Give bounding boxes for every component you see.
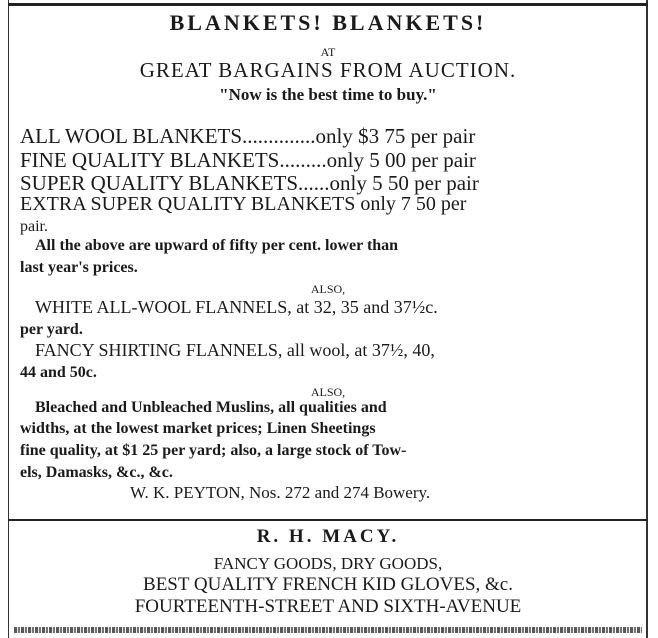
next-ad-text-fragment <box>14 627 642 633</box>
flannels-line: per yard. <box>20 321 83 338</box>
item-line: FINE QUALITY BLANKETS.........only 5 00 per pair <box>20 148 476 172</box>
ad-slogan: "Now is the best time to buy." <box>219 85 437 104</box>
ad-line: FOURTEENTH-STREET AND SIXTH-AVENUE <box>134 596 522 617</box>
muslins-line: els, Damasks, &c., &c. <box>20 464 173 481</box>
muslins-line: widths, at the lowest market prices; Linen Sheetings <box>20 420 376 437</box>
ad-headline: R. H. MACY. <box>256 526 400 547</box>
also-label: ALSO, <box>310 385 346 399</box>
ad-headline: BLANKETS! BLANKETS! <box>169 10 487 35</box>
item-line: ALL WOOL BLANKETS..............only $3 75 per pair <box>20 124 476 148</box>
item-line: EXTRA SUPER QUALITY BLANKETS only 7 50 per <box>20 193 467 215</box>
muslins-line: Bleached and Unbleached Muslins, all qualities and <box>35 399 387 416</box>
ad-line: BEST QUALITY FRENCH KID GLOVES, &c. <box>143 574 513 595</box>
ad-line: FANCY GOODS, DRY GOODS, <box>213 554 443 573</box>
flannels-line: WHITE ALL-WOOL FLANNELS, at 32, 35 and 37½c. <box>35 297 438 317</box>
ad-divider-rule <box>8 519 648 521</box>
flannels-line: 44 and 50c. <box>20 364 97 381</box>
item-line: pair. <box>20 218 48 235</box>
advertiser-signature: W. K. PEYTON, Nos. 272 and 274 Bowery. <box>130 483 431 502</box>
price-note: last year's prices. <box>20 259 138 276</box>
ad-at-label: AT <box>320 45 336 59</box>
also-label: ALSO, <box>310 282 346 296</box>
item-line: SUPER QUALITY BLANKETS......only 5 50 per pair <box>20 171 479 195</box>
price-note: All the above are upward of fifty per cent. lower than <box>35 237 399 254</box>
flannels-line: FANCY SHIRTING FLANNELS, all wool, at 37½, 40, <box>35 340 435 360</box>
top-rule <box>8 3 648 6</box>
muslins-line: fine quality, at $1 25 per yard; also, a large stock of Tow- <box>20 442 407 459</box>
ad-subheadline: GREAT BARGAINS FROM AUCTION. <box>139 58 517 82</box>
